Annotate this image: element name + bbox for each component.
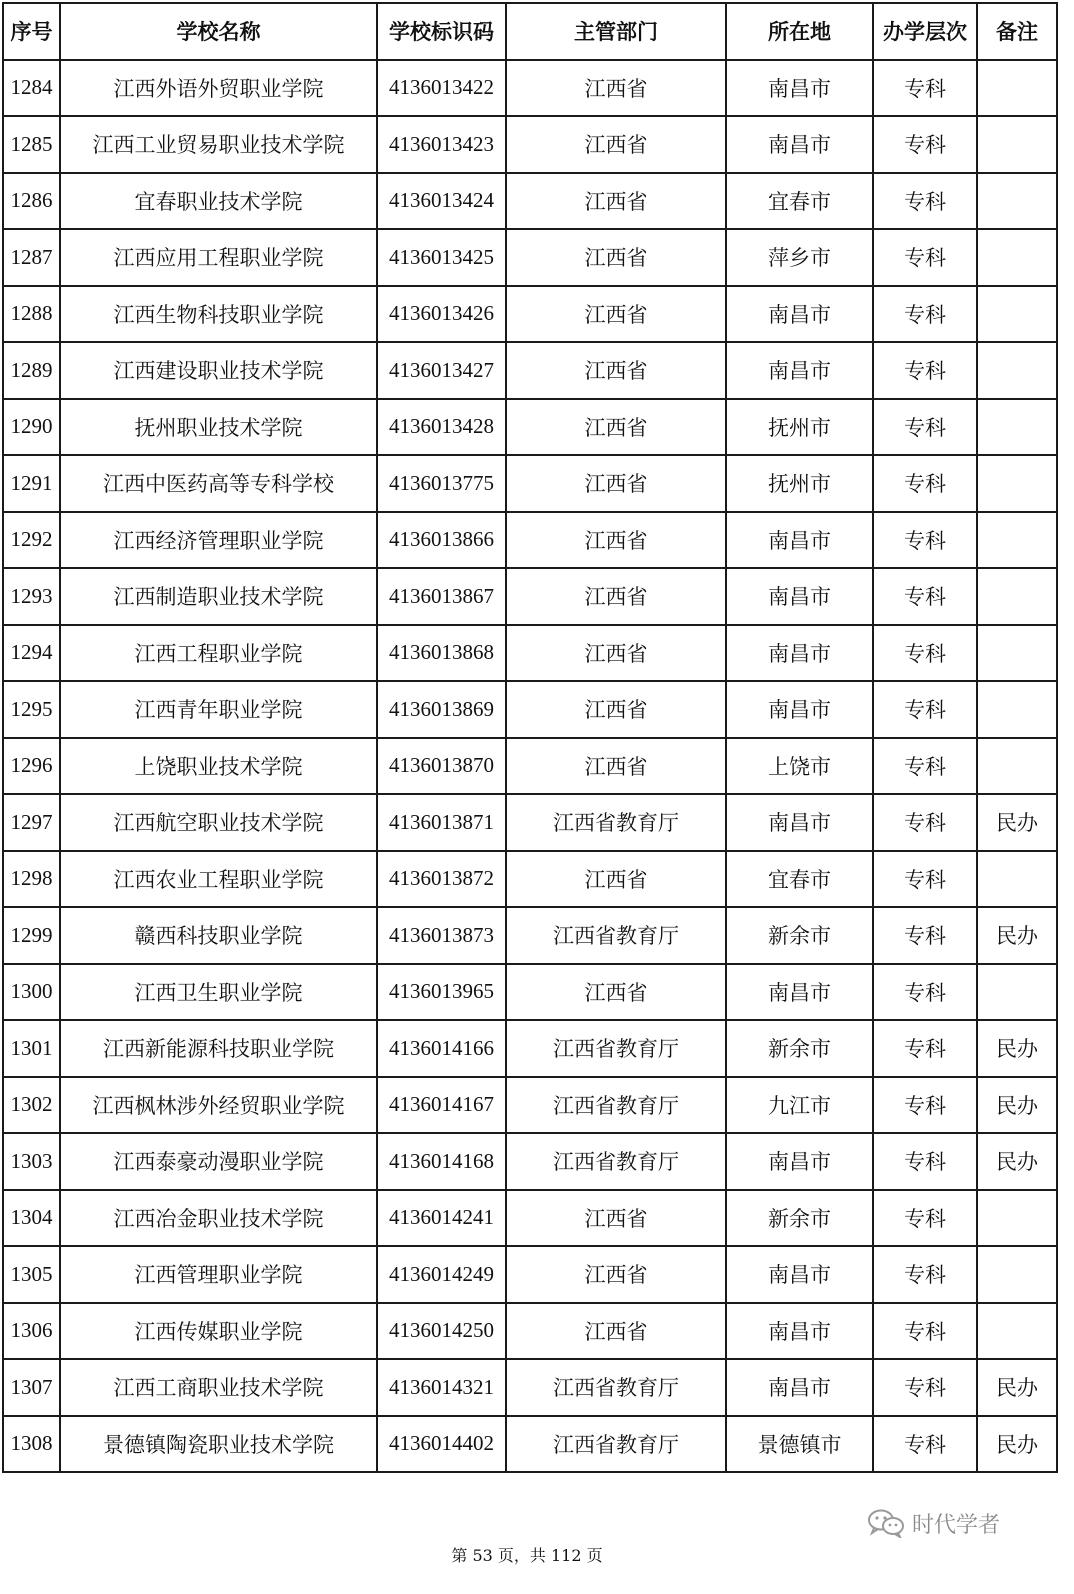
- level-cell: 专科: [873, 399, 977, 456]
- school-name-cell: 江西外语外贸职业学院: [60, 60, 377, 117]
- row-number-cell: 1294: [3, 625, 60, 682]
- note-cell: [977, 173, 1057, 230]
- school-list-table: [2, 2, 1058, 1473]
- school-code-cell: 4136013422: [377, 60, 506, 117]
- location-cell: 抚州市: [726, 455, 873, 512]
- location-cell: 景德镇市: [726, 1416, 873, 1473]
- row-number-cell: 1295: [3, 681, 60, 738]
- department-cell: 江西省教育厅: [506, 1359, 726, 1416]
- department-cell: 江西省: [506, 1190, 726, 1247]
- row-number-cell: 1287: [3, 229, 60, 286]
- row-number-cell: 1303: [3, 1133, 60, 1190]
- row-number-cell: 1289: [3, 342, 60, 399]
- location-cell: 南昌市: [726, 512, 873, 569]
- header-cell: 序号: [3, 3, 60, 60]
- location-cell: 新余市: [726, 1190, 873, 1247]
- location-cell: 南昌市: [726, 964, 873, 1021]
- location-cell: 南昌市: [726, 1246, 873, 1303]
- school-code-cell: 4136014168: [377, 1133, 506, 1190]
- school-code-cell: 4136014402: [377, 1416, 506, 1473]
- row-number-cell: 1305: [3, 1246, 60, 1303]
- location-cell: 宜春市: [726, 851, 873, 908]
- row-number-cell: 1300: [3, 964, 60, 1021]
- row-number-cell: 1304: [3, 1190, 60, 1247]
- row-number-cell: 1299: [3, 907, 60, 964]
- department-cell: 江西省: [506, 399, 726, 456]
- row-number-cell: 1293: [3, 568, 60, 625]
- level-cell: 专科: [873, 625, 977, 682]
- location-cell: 南昌市: [726, 60, 873, 117]
- location-cell: 南昌市: [726, 342, 873, 399]
- table-row: [3, 738, 1057, 795]
- table-row: [3, 399, 1057, 456]
- note-cell: [977, 738, 1057, 795]
- school-name-cell: 江西农业工程职业学院: [60, 851, 377, 908]
- note-cell: [977, 455, 1057, 512]
- school-name-cell: 江西枫林涉外经贸职业学院: [60, 1077, 377, 1134]
- level-cell: 专科: [873, 1246, 977, 1303]
- level-cell: 专科: [873, 907, 977, 964]
- school-name-cell: 江西应用工程职业学院: [60, 229, 377, 286]
- school-name-cell: 江西管理职业学院: [60, 1246, 377, 1303]
- department-cell: 江西省: [506, 512, 726, 569]
- watermark: [866, 1505, 1000, 1541]
- school-name-cell: 江西卫生职业学院: [60, 964, 377, 1021]
- location-cell: 南昌市: [726, 1303, 873, 1360]
- location-cell: 南昌市: [726, 625, 873, 682]
- table-row: [3, 512, 1057, 569]
- table-row: [3, 1020, 1057, 1077]
- location-cell: 新余市: [726, 907, 873, 964]
- school-code-cell: 4136014321: [377, 1359, 506, 1416]
- department-cell: 江西省教育厅: [506, 1133, 726, 1190]
- row-number-cell: 1285: [3, 116, 60, 173]
- department-cell: 江西省教育厅: [506, 1416, 726, 1473]
- school-name-cell: 江西中医药高等专科学校: [60, 455, 377, 512]
- school-name-cell: 江西工程职业学院: [60, 625, 377, 682]
- department-cell: 江西省: [506, 625, 726, 682]
- school-code-cell: 4136014167: [377, 1077, 506, 1134]
- note-cell: [977, 512, 1057, 569]
- row-number-cell: 1292: [3, 512, 60, 569]
- department-cell: 江西省: [506, 286, 726, 343]
- row-number-cell: 1301: [3, 1020, 60, 1077]
- row-number-cell: 1296: [3, 738, 60, 795]
- note-cell: 民办: [977, 1416, 1057, 1473]
- row-number-cell: 1306: [3, 1303, 60, 1360]
- header-cell: 学校名称: [60, 3, 377, 60]
- note-cell: 民办: [977, 1133, 1057, 1190]
- table-row: [3, 681, 1057, 738]
- level-cell: 专科: [873, 851, 977, 908]
- note-cell: [977, 286, 1057, 343]
- location-cell: 宜春市: [726, 173, 873, 230]
- department-cell: 江西省: [506, 568, 726, 625]
- note-cell: 民办: [977, 1077, 1057, 1134]
- school-name-cell: 江西工业贸易职业技术学院: [60, 116, 377, 173]
- school-code-cell: 4136013869: [377, 681, 506, 738]
- row-number-cell: 1302: [3, 1077, 60, 1134]
- school-code-cell: 4136013866: [377, 512, 506, 569]
- department-cell: 江西省: [506, 229, 726, 286]
- level-cell: 专科: [873, 173, 977, 230]
- school-name-cell: 江西工商职业技术学院: [60, 1359, 377, 1416]
- note-cell: [977, 60, 1057, 117]
- table-body: [3, 60, 1057, 1473]
- level-cell: 专科: [873, 229, 977, 286]
- school-code-cell: 4136014166: [377, 1020, 506, 1077]
- note-cell: 民办: [977, 1359, 1057, 1416]
- location-cell: 九江市: [726, 1077, 873, 1134]
- row-number-cell: 1284: [3, 60, 60, 117]
- table-row: [3, 1133, 1057, 1190]
- department-cell: 江西省教育厅: [506, 794, 726, 851]
- level-cell: 专科: [873, 568, 977, 625]
- department-cell: 江西省教育厅: [506, 1077, 726, 1134]
- table-row: [3, 342, 1057, 399]
- school-name-cell: 抚州职业技术学院: [60, 399, 377, 456]
- header-cell: 所在地: [726, 3, 873, 60]
- level-cell: 专科: [873, 116, 977, 173]
- table-row: [3, 1190, 1057, 1247]
- page-number-text: 第 53 页，共 112 页: [451, 1546, 603, 1565]
- note-cell: [977, 116, 1057, 173]
- location-cell: 南昌市: [726, 1133, 873, 1190]
- school-code-cell: 4136013965: [377, 964, 506, 1021]
- note-cell: [977, 229, 1057, 286]
- level-cell: 专科: [873, 1020, 977, 1077]
- school-code-cell: 4136013426: [377, 286, 506, 343]
- note-cell: [977, 851, 1057, 908]
- department-cell: 江西省: [506, 342, 726, 399]
- school-name-cell: 江西传媒职业学院: [60, 1303, 377, 1360]
- table-row: [3, 794, 1057, 851]
- note-cell: [977, 964, 1057, 1021]
- table-row: [3, 229, 1057, 286]
- school-code-cell: 4136013870: [377, 738, 506, 795]
- level-cell: 专科: [873, 1190, 977, 1247]
- wechat-icon: [866, 1508, 906, 1538]
- department-cell: 江西省: [506, 60, 726, 117]
- school-code-cell: 4136013427: [377, 342, 506, 399]
- school-code-cell: 4136013424: [377, 173, 506, 230]
- table-row: [3, 907, 1057, 964]
- table-header-row: [3, 3, 1057, 60]
- school-code-cell: 4136014241: [377, 1190, 506, 1247]
- department-cell: 江西省: [506, 116, 726, 173]
- location-cell: 新余市: [726, 1020, 873, 1077]
- level-cell: 专科: [873, 512, 977, 569]
- department-cell: 江西省: [506, 681, 726, 738]
- row-number-cell: 1298: [3, 851, 60, 908]
- location-cell: 南昌市: [726, 116, 873, 173]
- note-cell: [977, 1246, 1057, 1303]
- school-code-cell: 4136013775: [377, 455, 506, 512]
- level-cell: 专科: [873, 60, 977, 117]
- table-row: [3, 851, 1057, 908]
- note-cell: 民办: [977, 907, 1057, 964]
- location-cell: 萍乡市: [726, 229, 873, 286]
- school-name-cell: 赣西科技职业学院: [60, 907, 377, 964]
- school-name-cell: 江西建设职业技术学院: [60, 342, 377, 399]
- department-cell: 江西省: [506, 851, 726, 908]
- table-row: [3, 964, 1057, 1021]
- school-code-cell: 4136013868: [377, 625, 506, 682]
- table-row: [3, 1077, 1057, 1134]
- level-cell: 专科: [873, 1077, 977, 1134]
- school-name-cell: 江西生物科技职业学院: [60, 286, 377, 343]
- department-cell: 江西省: [506, 738, 726, 795]
- note-cell: [977, 568, 1057, 625]
- table-row: [3, 1303, 1057, 1360]
- department-cell: 江西省: [506, 1303, 726, 1360]
- level-cell: 专科: [873, 794, 977, 851]
- school-name-cell: 江西经济管理职业学院: [60, 512, 377, 569]
- header-cell: 备注: [977, 3, 1057, 60]
- note-cell: [977, 1303, 1057, 1360]
- school-name-cell: 江西制造职业技术学院: [60, 568, 377, 625]
- school-name-cell: 江西新能源科技职业学院: [60, 1020, 377, 1077]
- school-code-cell: 4136014249: [377, 1246, 506, 1303]
- table-row: [3, 625, 1057, 682]
- level-cell: 专科: [873, 1133, 977, 1190]
- watermark-text: 时代学者: [912, 1512, 1001, 1538]
- page-footer: [0, 1543, 1054, 1566]
- table-row: [3, 455, 1057, 512]
- note-cell: [977, 681, 1057, 738]
- location-cell: 南昌市: [726, 794, 873, 851]
- level-cell: 专科: [873, 681, 977, 738]
- school-code-cell: 4136013423: [377, 116, 506, 173]
- row-number-cell: 1286: [3, 173, 60, 230]
- row-number-cell: 1297: [3, 794, 60, 851]
- location-cell: 南昌市: [726, 681, 873, 738]
- department-cell: 江西省: [506, 455, 726, 512]
- header-cell: 办学层次: [873, 3, 977, 60]
- school-code-cell: 4136014250: [377, 1303, 506, 1360]
- table-row: [3, 60, 1057, 117]
- location-cell: 南昌市: [726, 286, 873, 343]
- note-cell: [977, 625, 1057, 682]
- note-cell: 民办: [977, 1020, 1057, 1077]
- department-cell: 江西省: [506, 173, 726, 230]
- level-cell: 专科: [873, 964, 977, 1021]
- table-row: [3, 1246, 1057, 1303]
- school-name-cell: 上饶职业技术学院: [60, 738, 377, 795]
- header-cell: 主管部门: [506, 3, 726, 60]
- department-cell: 江西省: [506, 964, 726, 1021]
- row-number-cell: 1291: [3, 455, 60, 512]
- row-number-cell: 1308: [3, 1416, 60, 1473]
- note-cell: 民办: [977, 794, 1057, 851]
- table-row: [3, 286, 1057, 343]
- table-row: [3, 1416, 1057, 1473]
- table-row: [3, 1359, 1057, 1416]
- school-code-cell: 4136013425: [377, 229, 506, 286]
- school-code-cell: 4136013867: [377, 568, 506, 625]
- level-cell: 专科: [873, 738, 977, 795]
- level-cell: 专科: [873, 455, 977, 512]
- department-cell: 江西省教育厅: [506, 1020, 726, 1077]
- table-row: [3, 568, 1057, 625]
- row-number-cell: 1307: [3, 1359, 60, 1416]
- location-cell: 南昌市: [726, 1359, 873, 1416]
- school-name-cell: 江西青年职业学院: [60, 681, 377, 738]
- level-cell: 专科: [873, 286, 977, 343]
- note-cell: [977, 1190, 1057, 1247]
- level-cell: 专科: [873, 1303, 977, 1360]
- location-cell: 南昌市: [726, 568, 873, 625]
- department-cell: 江西省: [506, 1246, 726, 1303]
- note-cell: [977, 399, 1057, 456]
- department-cell: 江西省教育厅: [506, 907, 726, 964]
- level-cell: 专科: [873, 1416, 977, 1473]
- school-code-cell: 4136013873: [377, 907, 506, 964]
- school-name-cell: 江西航空职业技术学院: [60, 794, 377, 851]
- school-name-cell: 江西冶金职业技术学院: [60, 1190, 377, 1247]
- school-name-cell: 江西泰豪动漫职业学院: [60, 1133, 377, 1190]
- level-cell: 专科: [873, 342, 977, 399]
- table-row: [3, 116, 1057, 173]
- school-code-cell: 4136013428: [377, 399, 506, 456]
- header-cell: 学校标识码: [377, 3, 506, 60]
- school-name-cell: 宜春职业技术学院: [60, 173, 377, 230]
- school-code-cell: 4136013872: [377, 851, 506, 908]
- row-number-cell: 1288: [3, 286, 60, 343]
- note-cell: [977, 342, 1057, 399]
- school-code-cell: 4136013871: [377, 794, 506, 851]
- row-number-cell: 1290: [3, 399, 60, 456]
- school-name-cell: 景德镇陶瓷职业技术学院: [60, 1416, 377, 1473]
- location-cell: 抚州市: [726, 399, 873, 456]
- level-cell: 专科: [873, 1359, 977, 1416]
- location-cell: 上饶市: [726, 738, 873, 795]
- table-row: [3, 173, 1057, 230]
